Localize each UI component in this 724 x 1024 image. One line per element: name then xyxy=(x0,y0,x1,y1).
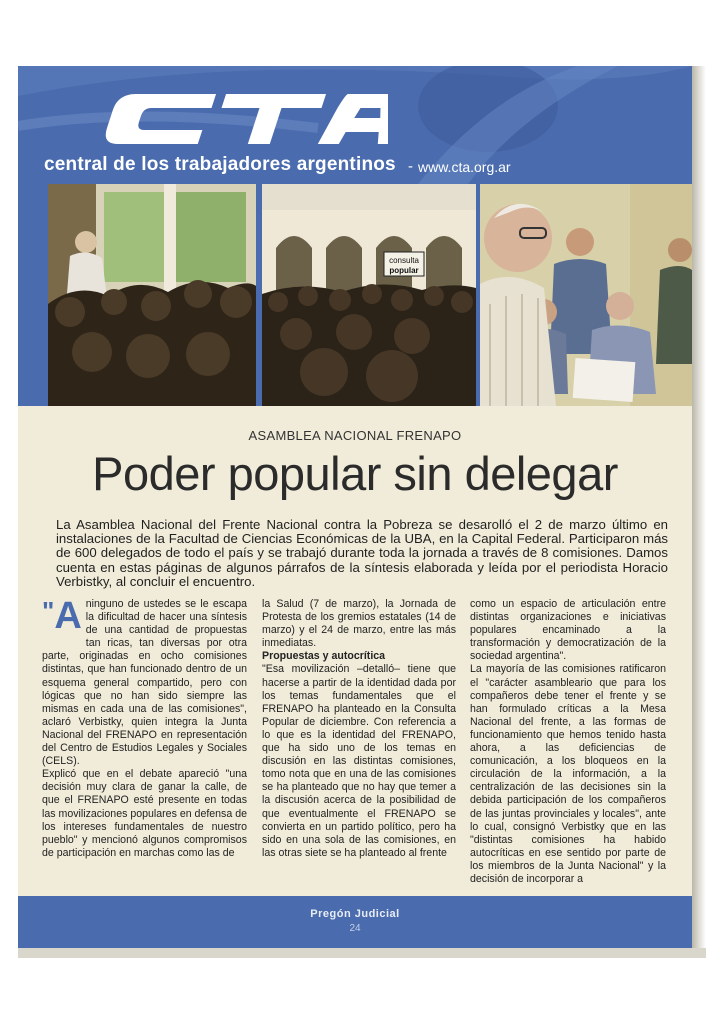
header-band xyxy=(18,66,692,184)
magazine-page xyxy=(18,66,692,948)
column-2-subhead: Propuestas y autocrítica xyxy=(262,650,386,663)
opening-quote-mark: " xyxy=(42,596,55,626)
column-3-paragraph-1: como un espacio de articulación entre distintas organizaciones e iniciativas populares encaminado a la transformación y democratización de la sociedad argentina". xyxy=(470,598,666,663)
photo-strip xyxy=(18,184,692,406)
footer-band xyxy=(18,896,692,948)
page-edge-shadow xyxy=(692,66,706,948)
article-headline: Poder popular sin delegar xyxy=(92,447,618,500)
header-separator: - xyxy=(408,158,413,175)
column-2-paragraph-1: la Salud (7 de marzo), la Jornada de Protesta de los gremios estatales (14 de marzo) y el 24 de marzo, entre las más inmediatas. xyxy=(262,598,456,650)
article-lead: La Asamblea Nacional del Frente Nacional contra la Pobreza se desarolló el 2 de marzo último en instalaciones de la Facultad de Ciencias Económicas de la UBA, en la Capital Federal. Participaron más de 600 delegados de todo el país y se trabajó durante toda la jornada a través de 8 comisiones. Damos cuenta en estas páginas de algunos párrafos de la síntesis elaborada y leída por el periodista Horacio Verbistky, al concluir el encuentro. xyxy=(56,517,668,589)
article-column-1 xyxy=(42,595,247,860)
photo-crowd-courtyard xyxy=(262,184,476,406)
column-3-paragraph-2: La mayoría de las comisiones ratificaron el "carácter asambleario que para los compañeros debe tener el frente y se han formulado críticas a la Mesa Nacional del frente, a las formas de funcionamiento que hemos tenido hasta ahora, a las deficiencias de comunicación, a los bloqueos en la circulación de la información, a la centralización de las decisiones sin la debida participación de los compañeros de las juntas provinciales y locales", ante lo cual, consignó Verbistky que en las "distintas comisiones ha habido autocríticas en ese sentido por parte de los miembros de la Junta Nacional" y la decisión de incorporar a xyxy=(470,663,666,885)
sign-text-line2: popular xyxy=(389,266,419,275)
drop-cap: A xyxy=(54,595,82,637)
sign-text-line1: consulta xyxy=(389,256,419,265)
page-bottom-strip xyxy=(18,948,706,958)
article-column-3 xyxy=(470,598,666,886)
photo-speaker-at-window xyxy=(48,184,256,406)
page-number: 24 xyxy=(349,923,361,934)
drop-cap-block xyxy=(42,595,82,638)
article-column-2 xyxy=(262,598,456,860)
article-kicker: ASAMBLEA NACIONAL FRENAPO xyxy=(248,428,462,443)
column-1-paragraph-1: ninguno de ustedes se le escapa la dificultad de hacer una síntesis de una cantidad de propuestas tan ricas, tan diversas por otra parte, originadas en ocho comisiones distintas, que han funcionado dentro de un esquema general compartido, pero con lógicas que no han sido siempre las mismas en cada una de las comisiones", aclaró Verbistky, quien integra la Junta Nacional del FRENAPO en representación del Centro de Estudios Legales y Sociales (CELS). xyxy=(42,598,247,768)
publication-name: Pregón Judicial xyxy=(310,908,400,920)
photo-delegates-seated xyxy=(480,184,692,406)
column-2-paragraph-2: "Esa movilización –detalló– tiene que hacerse a partir de la identidad dada por los temas fundamentales que el FRENAPO ha planteado en la Consulta Popular de diciembre. Con referencia a lo que es la identidad del FRENAPO, que ha sido uno de los temas en discusión en las distintas comisiones, tomo nota que en una de las comisiones se ha planteado que no hay que temer a la discusión acerca de la posibilidad de que eventualmente el FRENAPO se convierta en un partido político, pero ha sido en una sola de las comisiones, en las otras siete se ha planteado al frente xyxy=(262,663,456,859)
organization-name: central de los trabajadores argentinos xyxy=(44,154,396,175)
column-1-paragraph-2: Explicó que en el debate apareció "una decisión muy clara de ganar la calle, de que el FRENAPO esté presente en todas las movilizaciones populares en defensa de los intereses fundamentales de nuestro pueblo" y mencionó algunos compromisos de participación en marchas como las de xyxy=(42,768,247,859)
organization-url: www.cta.org.ar xyxy=(418,159,511,175)
cta-logo xyxy=(98,88,388,155)
